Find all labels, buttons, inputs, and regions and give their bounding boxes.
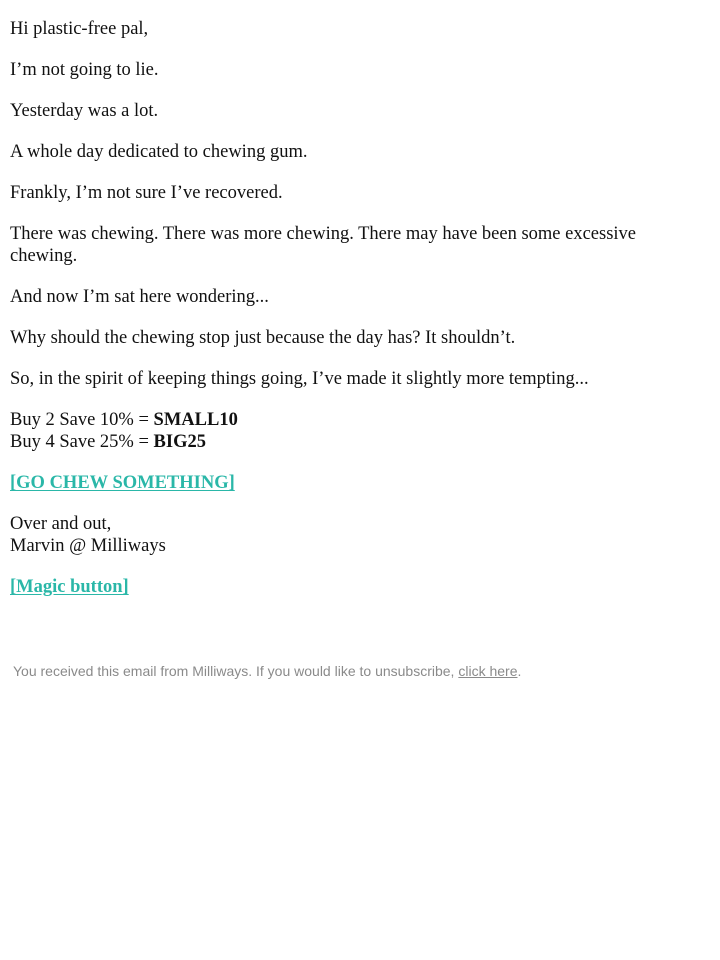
greeting: Hi plastic-free pal, [10,19,149,39]
cta-container [10,472,670,494]
paragraph: Yesterday was a lot. [10,101,159,121]
unsubscribe-link[interactable]: click here [458,663,518,679]
footer-suffix: . [517,663,522,679]
unsubscribe-footer [10,660,670,682]
paragraph: Why should the chewing stop just because the day has? It shouldn’t. [10,328,516,348]
paragraph: And now I’m sat here wondering... [10,287,269,307]
paragraph: Frankly, I’m not sure I’ve recovered. [10,183,283,203]
paragraph: I’m not going to lie. [10,60,159,80]
paragraph: A whole day dedicated to chewing gum. [10,142,308,162]
magic-button-container [10,576,670,598]
offer-label: Buy 4 Save 25% = [10,432,154,452]
paragraph: So, in the spirit of keeping things going, I’ve made it slightly more tempting... [10,369,589,389]
signoff-block [10,513,670,557]
signature: Marvin @ Milliways [10,536,166,556]
paragraph: There was chewing. There was more chewing. There may have been some excessive chewing. [10,224,637,266]
signoff: Over and out, [10,514,112,534]
go-chew-something-link[interactable]: [GO CHEW SOMETHING] [10,473,235,493]
offer-label: Buy 2 Save 10% = [10,410,154,430]
discount-code: BIG25 [153,432,206,452]
offers-block [10,409,670,453]
footer-text: You received this email from Milliways. If you would like to unsubscribe, [13,663,459,679]
discount-code: SMALL10 [153,410,238,430]
magic-button-link[interactable]: [Magic button] [10,577,129,597]
